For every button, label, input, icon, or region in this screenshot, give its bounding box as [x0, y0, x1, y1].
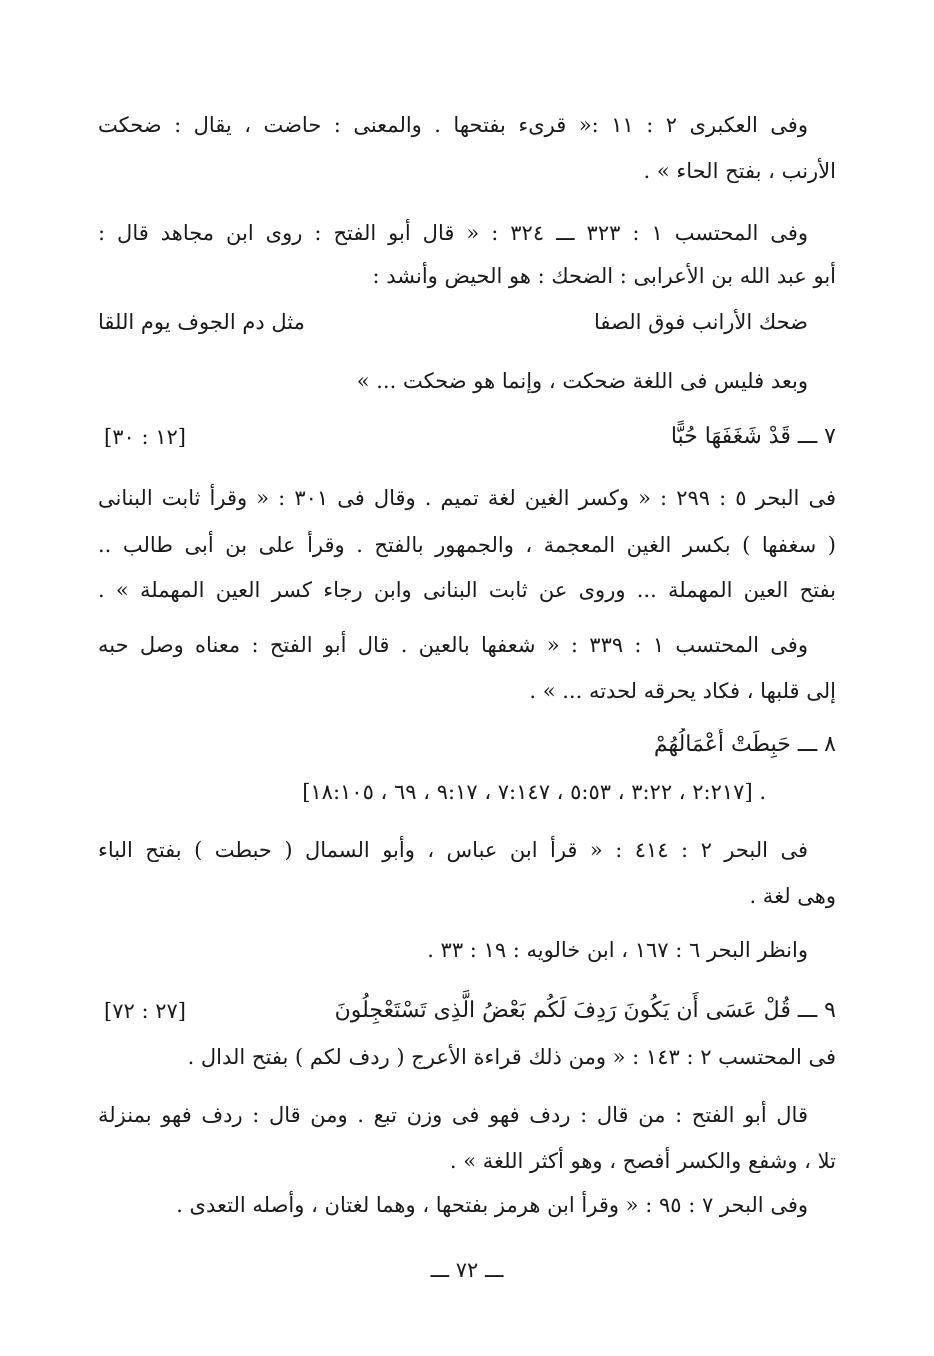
text-line: الأرنب ، بفتح الحاء » .: [643, 159, 836, 183]
text-line: وانظر البحر ٦ : ١٦٧ ، ابن خالويه : ١٩ : ٣٣ .: [427, 938, 808, 962]
poem-verse: [98, 305, 836, 339]
quran-verse: ٧ ـــ قَدْ شَغَفَهَا حُبًّا: [670, 424, 836, 449]
text-line: فى البحر ٥ : ٢٩٩ : « وكسر الغين لغة تميم . وقال فى ٣٠١ : « وقرأ ثابت البنانى: [98, 486, 836, 510]
text-line: أبو عبد الله بن الأعرابى : الضحك : هو الحيض وأنشد :: [372, 264, 836, 288]
text-line: تلا ، وشفع والكسر أفصح ، وهو أكثر اللغة » .: [449, 1149, 836, 1173]
verse-reference: [٢٧ : ٧٢]: [104, 999, 186, 1023]
verse-hemistich-right: ضحك الأرانب فوق الصفا: [593, 310, 808, 334]
page-number: ـــ ٧٢ ـــ: [430, 1258, 504, 1282]
text-line: فى المحتسب ٢ : ١٤٣ : « ومن ذلك قراءة الأعرج ( ردف لكم ) بفتح الدال .: [187, 1045, 836, 1069]
text-line: بفتح العين المهملة ... وروى عن ثابت البنانى وابن رجاء كسر العين المهملة » .: [98, 578, 836, 602]
text-line: وفى المحتسب ١ : ٣٢٣ ـــ ٣٢٤ : « قال أبو الفتح : روى ابن مجاهد قال :: [98, 221, 808, 245]
text-line: وفى المحتسب ١ : ٣٣٩ : « شعفها بالعين . قال أبو الفتح : معناه وصل حبه: [98, 633, 808, 657]
text-line: قال أبو الفتح : من قال : ردف فهو فى وزن تبع . ومن قال : ردف فهو بمنزلة: [98, 1103, 808, 1127]
text-line: وفى العكبرى ٢ : ١١ :« قرىء بفتحها . والمعنى : حاضت ، يقال : ضحكت: [98, 113, 808, 137]
text-line: وبعد فليس فى اللغة ضحكت ، وإنما هو ضحكت ... »: [356, 369, 808, 393]
quran-item-7: [98, 420, 836, 454]
text-line: فى البحر ٢ : ٤١٤ : « قرأ ابن عباس ، وأبو السمال ( حبطت ) بفتح الباء: [98, 838, 808, 862]
text-line: ( سغفها ) بكسر الغين المعجمة ، والجمهور بالفتح . وقرأ على بن أبى طالب ..: [98, 533, 836, 557]
verse-hemistich-left: مثل دم الجوف يوم اللقا: [98, 310, 305, 334]
text-line: وهى لغة .: [749, 884, 836, 908]
quran-verse: ٩ ـــ قُلْ عَسَى أَن يَكُونَ رَدِفَ لَكُم بَعْضُ الَّذِى تَسْتَعْجِلُونَ: [334, 998, 836, 1023]
text-line: وفى البحر ٧ : ٩٥ : « وقرأ ابن هرمز بفتحها ، وهما لغتان ، وأصله التعدى .: [176, 1193, 808, 1217]
text-line: إلى قلبها ، فكاد يحرقه لحدته ... » .: [529, 679, 836, 703]
verse-references: [٢:٢١٧ ، ٣:٢٢ ، ٥:٥٣ ، ٧:١٤٧ ، ٩:١٧ ، ٦٩ ، ١٨:١٠٥] .: [302, 780, 766, 804]
quran-verse: ٨ ـــ حَبِطَتْ أَعْمَالُهُمْ: [653, 732, 836, 757]
quran-item-9: [98, 994, 836, 1028]
verse-reference: [١٢ : ٣٠]: [104, 425, 186, 449]
